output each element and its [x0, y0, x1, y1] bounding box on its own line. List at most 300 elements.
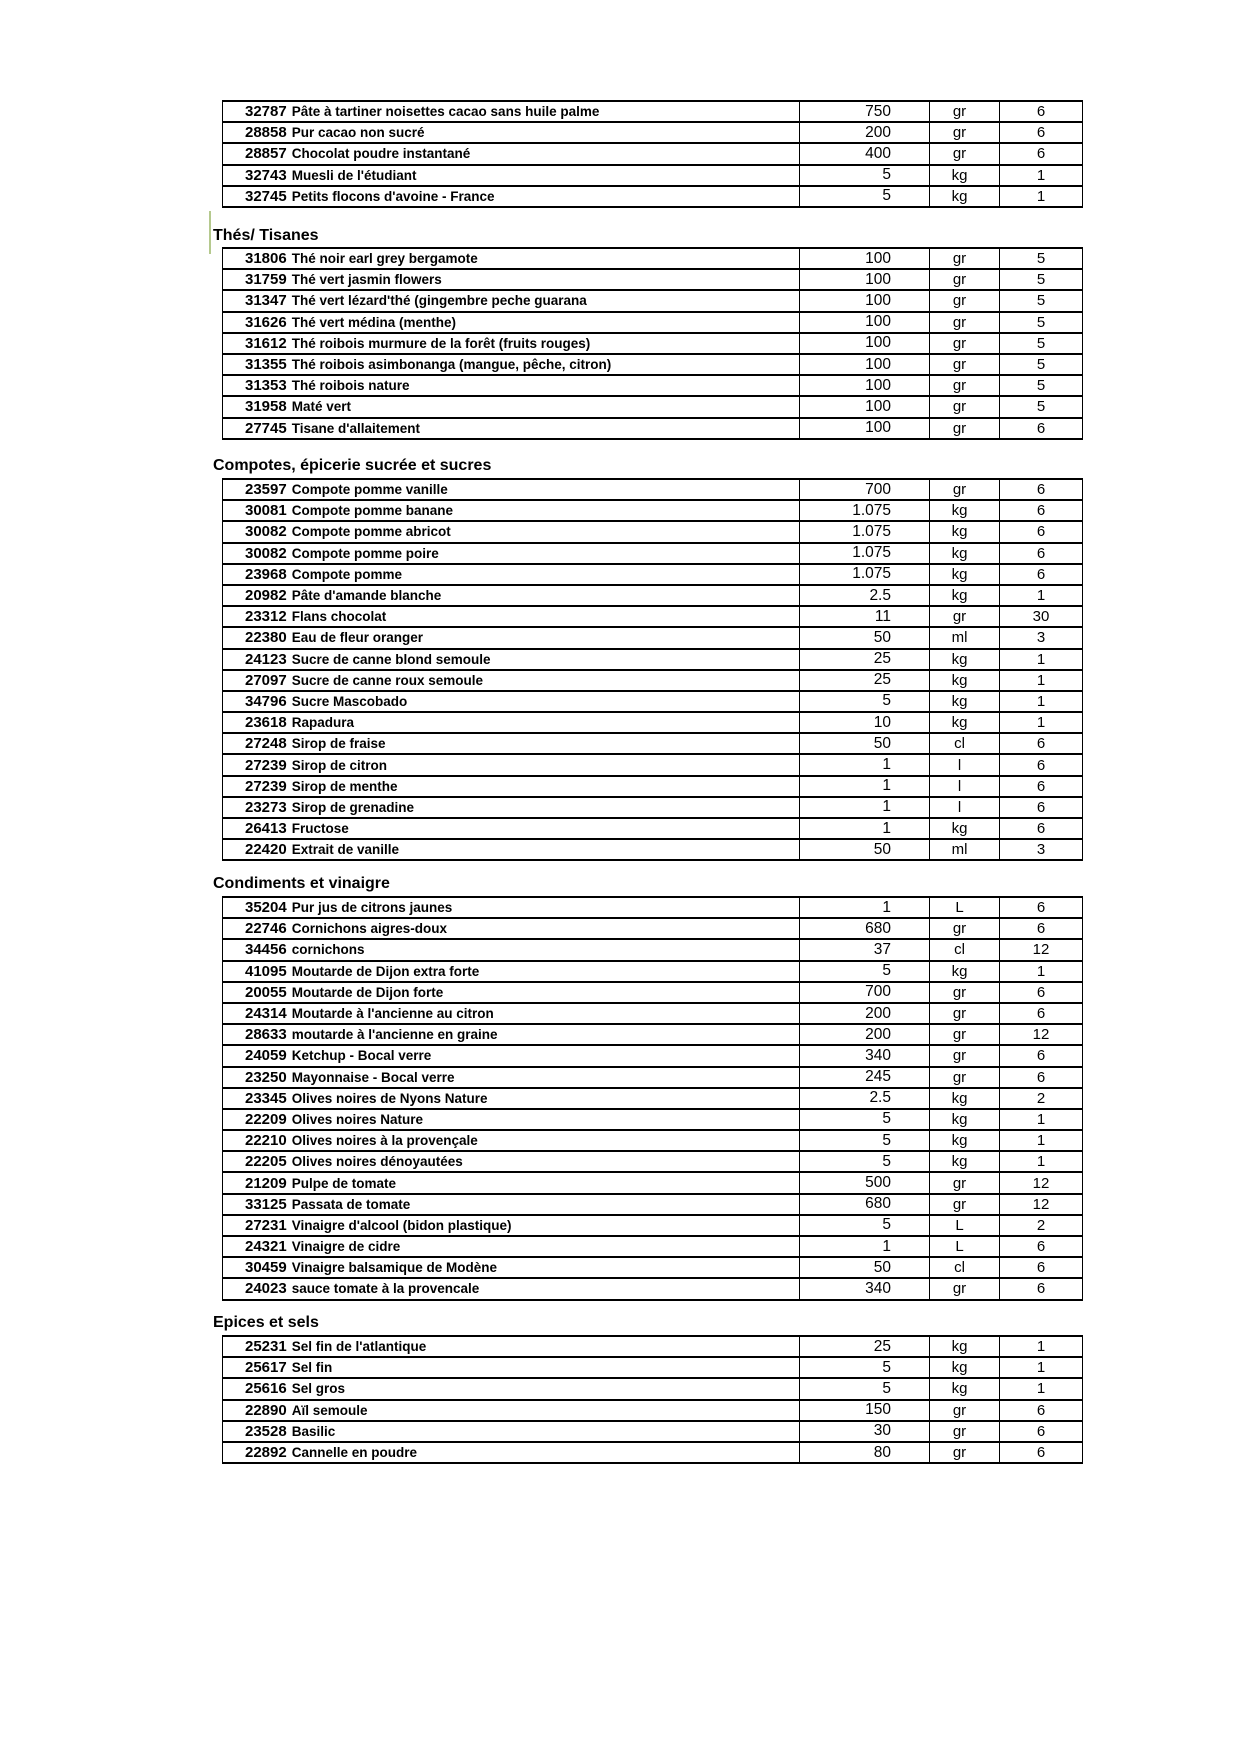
product-cell [223, 397, 799, 416]
product-name: Compote pomme abricot [291, 524, 451, 540]
count-value: 1 [999, 1358, 1082, 1377]
table-row [223, 291, 1082, 312]
count-value: 6 [999, 501, 1082, 520]
quantity-value: 700 [799, 480, 929, 499]
table-row [223, 1358, 1082, 1379]
product-cell [223, 123, 799, 142]
quantity-value: 100 [799, 419, 929, 438]
unit-value: kg [929, 1110, 999, 1129]
section-table [222, 247, 1083, 440]
product-cell [223, 291, 799, 310]
product-code: 30082 [245, 544, 287, 562]
product-code: 32743 [245, 166, 287, 184]
product-name: Olives noires à la provençale [291, 1133, 478, 1149]
table-row [223, 501, 1082, 522]
count-value: 12 [999, 1195, 1082, 1214]
table-row [223, 187, 1082, 208]
count-value: 6 [999, 898, 1082, 917]
unit-value: gr [929, 480, 999, 499]
product-cell [223, 270, 799, 289]
unit-value: kg [929, 819, 999, 838]
product-cell [223, 334, 799, 353]
product-code: 31612 [245, 334, 287, 352]
product-code: 34796 [245, 692, 287, 710]
product-name: Compote pomme vanille [291, 482, 448, 498]
section-title: Compotes, épicerie sucrée et sucres [213, 457, 492, 474]
unit-value: kg [929, 692, 999, 711]
quantity-value: 1 [799, 819, 929, 838]
table-row [223, 313, 1082, 334]
quantity-value: 10 [799, 713, 929, 732]
count-value: 1 [999, 650, 1082, 669]
product-name: Mayonnaise - Bocal verre [291, 1069, 455, 1085]
product-code: 27239 [245, 777, 287, 795]
count-value: 1 [999, 586, 1082, 605]
count-value: 3 [999, 840, 1082, 859]
product-cell [223, 819, 799, 838]
product-cell [223, 565, 799, 584]
count-value: 5 [999, 291, 1082, 310]
count-value: 1 [999, 1379, 1082, 1398]
count-value: 1 [999, 166, 1082, 185]
quantity-value: 200 [799, 1025, 929, 1044]
product-name: Maté vert [291, 399, 351, 415]
product-code: 22746 [245, 920, 287, 938]
unit-value: gr [929, 376, 999, 395]
product-cell [223, 628, 799, 647]
product-cell [223, 1422, 799, 1441]
product-name: Sucre de canne blond semoule [291, 651, 491, 667]
product-cell [223, 755, 799, 774]
product-code: 23312 [245, 608, 287, 626]
table-row [223, 102, 1082, 123]
product-code: 22380 [245, 629, 287, 647]
product-name: Sel fin de l'atlantique [291, 1339, 427, 1355]
product-code: 31347 [245, 292, 287, 310]
count-value: 5 [999, 249, 1082, 268]
product-name: Passata de tomate [291, 1196, 411, 1212]
product-cell [223, 1195, 799, 1214]
product-cell [223, 249, 799, 268]
quantity-value: 1.075 [799, 522, 929, 541]
table-row [223, 898, 1082, 919]
product-cell [223, 166, 799, 185]
quantity-value: 100 [799, 249, 929, 268]
product-cell [223, 313, 799, 332]
section-title: Thés/ Tisanes [213, 227, 319, 244]
table-row [223, 1046, 1082, 1067]
table-row [223, 1401, 1082, 1422]
section-table [222, 100, 1083, 208]
unit-value: gr [929, 249, 999, 268]
product-name: Cannelle en poudre [291, 1445, 417, 1461]
product-code: 25617 [245, 1359, 287, 1377]
product-cell [223, 544, 799, 563]
product-code: 41095 [245, 962, 287, 980]
product-code: 27745 [245, 419, 287, 437]
product-name: Thé vert médina (menthe) [291, 314, 456, 330]
count-value: 5 [999, 270, 1082, 289]
unit-value: L [929, 1237, 999, 1256]
table-row [223, 1258, 1082, 1279]
unit-value: kg [929, 544, 999, 563]
unit-value: kg [929, 1089, 999, 1108]
product-code: 30081 [245, 502, 287, 520]
product-code: 32745 [245, 187, 287, 205]
product-name: Aïl semoule [291, 1402, 368, 1418]
product-code: 21209 [245, 1174, 287, 1192]
product-name: Sel fin [291, 1360, 333, 1376]
product-code: 28633 [245, 1026, 287, 1044]
unit-value: gr [929, 313, 999, 332]
product-code: 31355 [245, 356, 287, 374]
product-cell [223, 480, 799, 499]
product-code: 30082 [245, 523, 287, 541]
quantity-value: 680 [799, 1195, 929, 1214]
unit-value: kg [929, 522, 999, 541]
unit-value: l [929, 777, 999, 796]
unit-value: gr [929, 144, 999, 163]
count-value: 1 [999, 187, 1082, 206]
table-row [223, 962, 1082, 983]
product-cell [223, 1004, 799, 1023]
product-cell [223, 102, 799, 121]
product-code: 31626 [245, 313, 287, 331]
count-value: 6 [999, 1004, 1082, 1023]
unit-value: gr [929, 1195, 999, 1214]
count-value: 6 [999, 734, 1082, 753]
section-table [222, 1335, 1083, 1464]
count-value: 2 [999, 1089, 1082, 1108]
count-value: 6 [999, 419, 1082, 438]
quantity-value: 50 [799, 628, 929, 647]
table-row [223, 940, 1082, 961]
count-value: 1 [999, 1110, 1082, 1129]
product-cell [223, 983, 799, 1002]
table-row [223, 734, 1082, 755]
unit-value: kg [929, 1379, 999, 1398]
table-row [223, 1216, 1082, 1237]
product-cell [223, 840, 799, 859]
count-value: 6 [999, 1258, 1082, 1277]
table-row [223, 713, 1082, 734]
product-code: 28858 [245, 124, 287, 142]
unit-value: kg [929, 565, 999, 584]
unit-value: gr [929, 419, 999, 438]
product-name: Rapadura [291, 715, 354, 731]
product-name: Olives noires de Nyons Nature [291, 1090, 488, 1106]
product-code: 24023 [245, 1280, 287, 1298]
product-cell [223, 1131, 799, 1150]
table-row [223, 1443, 1082, 1464]
unit-value: cl [929, 734, 999, 753]
table-row [223, 1279, 1082, 1300]
table-row [223, 819, 1082, 840]
product-code: 30459 [245, 1259, 287, 1277]
product-code: 22205 [245, 1153, 287, 1171]
product-code: 23597 [245, 481, 287, 499]
product-cell [223, 962, 799, 981]
unit-value: kg [929, 671, 999, 690]
quantity-value: 100 [799, 334, 929, 353]
product-code: 20982 [245, 587, 287, 605]
product-name: Flans chocolat [291, 609, 387, 625]
product-cell [223, 898, 799, 917]
quantity-value: 5 [799, 1216, 929, 1235]
quantity-value: 100 [799, 376, 929, 395]
section-table [222, 478, 1083, 861]
unit-value: L [929, 1216, 999, 1235]
product-code: 23528 [245, 1422, 287, 1440]
table-row [223, 544, 1082, 565]
count-value: 12 [999, 940, 1082, 959]
table-row [223, 355, 1082, 376]
quantity-value: 37 [799, 940, 929, 959]
unit-value: l [929, 798, 999, 817]
count-value: 5 [999, 376, 1082, 395]
table-row [223, 1173, 1082, 1194]
unit-value: gr [929, 102, 999, 121]
product-cell [223, 1046, 799, 1065]
quantity-value: 5 [799, 962, 929, 981]
table-row [223, 1422, 1082, 1443]
table-row [223, 692, 1082, 713]
table-row [223, 1195, 1082, 1216]
table-row [223, 1337, 1082, 1358]
product-code: 22892 [245, 1444, 287, 1462]
count-value: 1 [999, 713, 1082, 732]
product-cell [223, 187, 799, 206]
section-table [222, 896, 1083, 1301]
table-row [223, 1131, 1082, 1152]
table-row [223, 1152, 1082, 1173]
product-name: Sirop de menthe [291, 778, 398, 794]
quantity-value: 25 [799, 650, 929, 669]
product-name: Eau de fleur oranger [291, 630, 424, 646]
count-value: 6 [999, 480, 1082, 499]
quantity-value: 2.5 [799, 1089, 929, 1108]
quantity-value: 1.075 [799, 501, 929, 520]
product-cell [223, 1279, 799, 1298]
table-row [223, 270, 1082, 291]
product-name: moutarde à l'ancienne en graine [291, 1027, 498, 1043]
quantity-value: 5 [799, 1152, 929, 1171]
table-row [223, 1004, 1082, 1025]
count-value: 5 [999, 334, 1082, 353]
count-value: 12 [999, 1025, 1082, 1044]
product-cell [223, 798, 799, 817]
quantity-value: 100 [799, 291, 929, 310]
unit-value: gr [929, 270, 999, 289]
product-name: Thé noir earl grey bergamote [291, 251, 478, 267]
table-row [223, 1237, 1082, 1258]
unit-value: gr [929, 1422, 999, 1441]
unit-value: kg [929, 1337, 999, 1356]
product-cell [223, 919, 799, 938]
unit-value: l [929, 755, 999, 774]
table-row [223, 755, 1082, 776]
product-code: 22210 [245, 1132, 287, 1150]
table-row [223, 123, 1082, 144]
product-code: 25616 [245, 1380, 287, 1398]
table-row [223, 607, 1082, 628]
unit-value: kg [929, 1358, 999, 1377]
quantity-value: 100 [799, 355, 929, 374]
product-name: Moutarde à l'ancienne au citron [291, 1006, 494, 1022]
unit-value: ml [929, 840, 999, 859]
quantity-value: 5 [799, 1358, 929, 1377]
product-name: Sirop de grenadine [291, 799, 414, 815]
product-name: Vinaigre de cidre [291, 1239, 401, 1255]
count-value: 6 [999, 1237, 1082, 1256]
quantity-value: 5 [799, 166, 929, 185]
quantity-value: 25 [799, 1337, 929, 1356]
product-code: 27239 [245, 756, 287, 774]
product-cell [223, 1358, 799, 1377]
product-cell [223, 607, 799, 626]
product-code: 27248 [245, 735, 287, 753]
product-code: 23273 [245, 798, 287, 816]
table-row [223, 376, 1082, 397]
product-name: Moutarde de Dijon extra forte [291, 963, 480, 979]
product-name: Sirop de fraise [291, 736, 386, 752]
product-cell [223, 671, 799, 690]
quantity-value: 340 [799, 1279, 929, 1298]
unit-value: gr [929, 1443, 999, 1462]
quantity-value: 400 [799, 144, 929, 163]
count-value: 6 [999, 777, 1082, 796]
count-value: 6 [999, 1279, 1082, 1298]
table-row [223, 144, 1082, 165]
product-cell [223, 1379, 799, 1398]
table-row [223, 565, 1082, 586]
unit-value: gr [929, 1025, 999, 1044]
quantity-value: 30 [799, 1422, 929, 1441]
count-value: 6 [999, 983, 1082, 1002]
quantity-value: 1 [799, 755, 929, 774]
quantity-value: 700 [799, 983, 929, 1002]
table-row [223, 840, 1082, 861]
table-row [223, 983, 1082, 1004]
table-row [223, 798, 1082, 819]
quantity-value: 1.075 [799, 544, 929, 563]
quantity-value: 50 [799, 1258, 929, 1277]
product-name: Thé vert jasmin flowers [291, 272, 442, 288]
product-name: Sirop de citron [291, 757, 387, 773]
count-value: 6 [999, 1443, 1082, 1462]
product-name: Compote pomme banane [291, 503, 453, 519]
product-cell [223, 650, 799, 669]
table-row [223, 919, 1082, 940]
section-title: Condiments et vinaigre [213, 875, 390, 892]
count-value: 6 [999, 565, 1082, 584]
count-value: 1 [999, 1152, 1082, 1171]
unit-value: kg [929, 1152, 999, 1171]
quantity-value: 5 [799, 692, 929, 711]
unit-value: gr [929, 1401, 999, 1420]
count-value: 12 [999, 1173, 1082, 1192]
product-name: Olives noires Nature [291, 1111, 424, 1127]
unit-value: gr [929, 607, 999, 626]
product-cell [223, 734, 799, 753]
product-code: 22420 [245, 841, 287, 859]
product-cell [223, 1068, 799, 1087]
unit-value: cl [929, 1258, 999, 1277]
unit-value: ml [929, 628, 999, 647]
product-name: Sucre de canne roux semoule [291, 672, 484, 688]
unit-value: gr [929, 123, 999, 142]
quantity-value: 340 [799, 1046, 929, 1065]
quantity-value: 245 [799, 1068, 929, 1087]
count-value: 5 [999, 355, 1082, 374]
product-code: 23968 [245, 565, 287, 583]
product-cell [223, 777, 799, 796]
count-value: 6 [999, 919, 1082, 938]
count-value: 1 [999, 692, 1082, 711]
table-row [223, 334, 1082, 355]
count-value: 6 [999, 755, 1082, 774]
unit-value: gr [929, 983, 999, 1002]
table-row [223, 419, 1082, 440]
product-cell [223, 1443, 799, 1462]
product-name: Thé roibois murmure de la forêt (fruits rouges) [291, 335, 591, 351]
product-cell [223, 940, 799, 959]
product-name: Thé vert lézard'thé (gingembre peche guarana [291, 293, 587, 309]
product-code: 31759 [245, 271, 287, 289]
product-cell [223, 1401, 799, 1420]
quantity-value: 50 [799, 734, 929, 753]
product-cell [223, 1089, 799, 1108]
count-value: 3 [999, 628, 1082, 647]
product-name: Basilic [291, 1423, 336, 1439]
unit-value: gr [929, 355, 999, 374]
product-name: Pur jus de citrons jaunes [291, 900, 453, 916]
count-value: 6 [999, 144, 1082, 163]
unit-value: gr [929, 919, 999, 938]
product-code: 33125 [245, 1195, 287, 1213]
quantity-value: 2.5 [799, 586, 929, 605]
table-row [223, 522, 1082, 543]
count-value: 6 [999, 544, 1082, 563]
product-name: Pur cacao non sucré [291, 125, 425, 141]
product-code: 25231 [245, 1338, 287, 1356]
product-cell [223, 1110, 799, 1129]
product-name: Tisane d'allaitement [291, 420, 420, 436]
count-value: 6 [999, 123, 1082, 142]
unit-value: gr [929, 1279, 999, 1298]
table-row [223, 1068, 1082, 1089]
quantity-value: 25 [799, 671, 929, 690]
product-name: Extrait de vanille [291, 842, 400, 858]
quantity-value: 200 [799, 1004, 929, 1023]
table-row [223, 1379, 1082, 1400]
product-code: 32787 [245, 103, 287, 121]
quantity-value: 1 [799, 777, 929, 796]
product-cell [223, 1173, 799, 1192]
unit-value: kg [929, 501, 999, 520]
product-name: Olives noires dénoyautées [291, 1154, 463, 1170]
product-code: 20055 [245, 983, 287, 1001]
quantity-value: 150 [799, 1401, 929, 1420]
quantity-value: 11 [799, 607, 929, 626]
unit-value: gr [929, 1068, 999, 1087]
product-name: Thé roibois asimbonanga (mangue, pêche, citron) [291, 357, 612, 373]
count-value: 6 [999, 522, 1082, 541]
count-value: 1 [999, 1131, 1082, 1150]
product-name: Chocolat poudre instantané [291, 146, 471, 162]
quantity-value: 1 [799, 898, 929, 917]
count-value: 6 [999, 1068, 1082, 1087]
